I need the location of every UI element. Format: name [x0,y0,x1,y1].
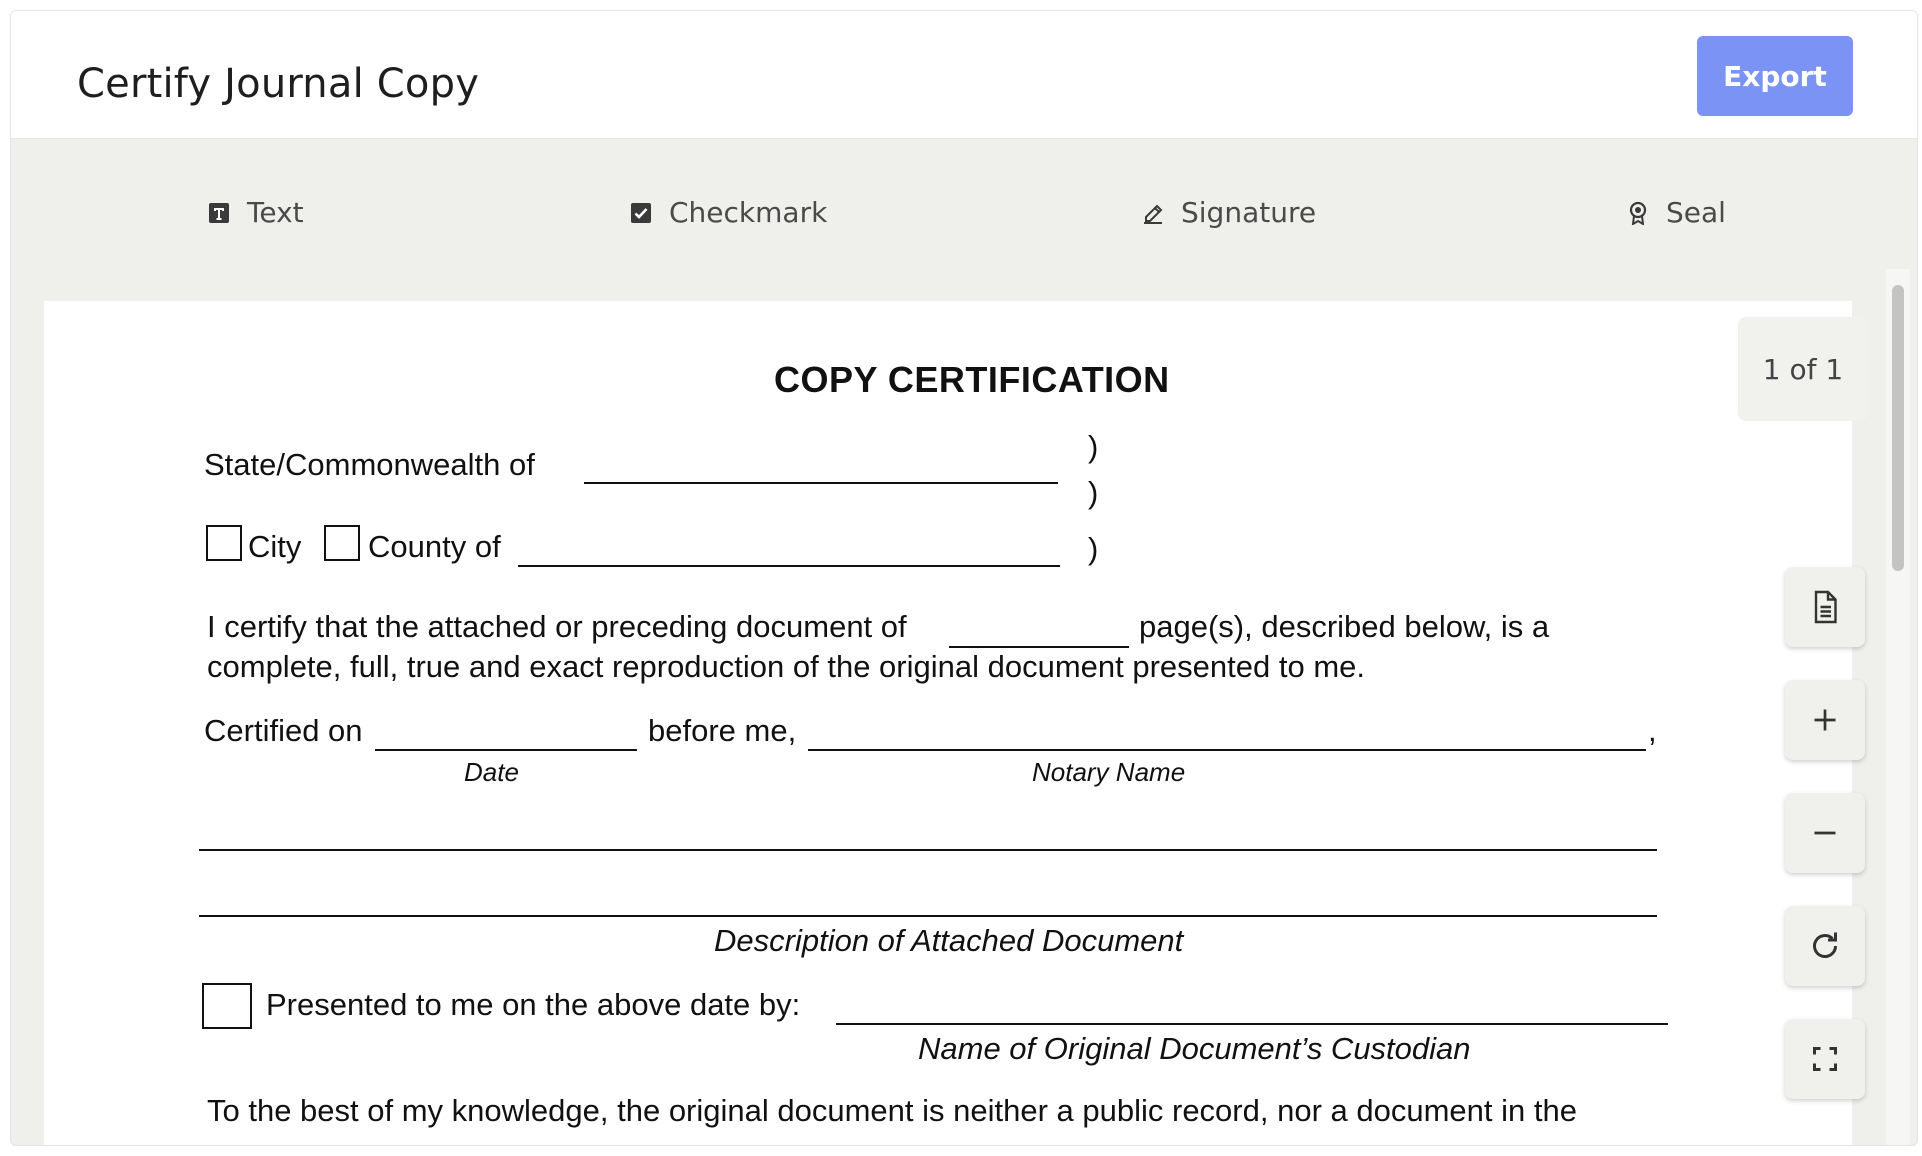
fullscreen-button[interactable] [1785,1019,1865,1099]
scrollbar[interactable] [1886,269,1910,1146]
notary-name-caption: Notary Name [1032,757,1186,787]
tool-checkmark-label: Checkmark [669,196,828,229]
tool-text-label: Text [247,196,304,229]
rotate-icon [1807,928,1843,964]
paren-2: ) [1088,475,1099,510]
tool-seal[interactable] [1626,196,1726,229]
certified-on-label: Certified on [204,713,363,748]
city-checkbox[interactable] [206,525,242,561]
notary-name-line[interactable] [808,749,1646,751]
description-line-1[interactable] [199,849,1657,851]
zoom-out-icon [1807,815,1843,851]
field-toolbar [11,140,1917,290]
tool-checkmark[interactable] [629,196,827,229]
document-viewer[interactable] [44,301,1852,1146]
zoom-in-icon [1807,702,1843,738]
app-window [10,10,1918,1146]
zoom-in-button[interactable] [1785,680,1865,760]
date-caption: Date [464,757,519,787]
page-title: Certify Journal Copy [77,61,480,107]
document-page [44,301,1852,1146]
custodian-line[interactable] [836,1023,1668,1025]
checkbox-icon [629,201,653,225]
knowledge-text: To the best of my knowledge, the original document is neither a public record, nor a document in the [207,1093,1577,1128]
before-me-label: before me, [648,713,797,748]
tool-signature-label: Signature [1181,196,1317,229]
city-label: City [248,529,302,564]
tool-seal-label: Seal [1666,196,1726,229]
paren-3: ) [1088,531,1099,566]
document-icon [1807,589,1843,625]
pen-icon [1141,201,1165,225]
date-line[interactable] [375,749,637,751]
county-checkbox[interactable] [324,525,360,561]
page-count-line[interactable] [949,646,1129,648]
seal-icon [1626,201,1650,225]
export-button[interactable]: Export [1697,36,1853,116]
presented-checkbox[interactable] [202,983,252,1029]
county-line[interactable] [518,565,1060,567]
certify-text-b: page(s), described below, is a [1139,609,1550,644]
county-label: County of [368,529,501,564]
header [11,11,1917,139]
state-label: State/Commonwealth of [204,447,535,482]
custodian-caption: Name of Original Document’s Custodian [918,1031,1471,1066]
tool-signature[interactable] [1141,196,1316,229]
document-button[interactable] [1785,567,1865,647]
certify-text-2: complete, full, true and exact reproduction of the original document presented to me. [207,649,1366,684]
page-indicator: 1 of 1 [1738,317,1868,421]
scroll-thumb[interactable] [1892,285,1904,571]
rotate-button[interactable] [1785,906,1865,986]
zoom-out-button[interactable] [1785,793,1865,873]
description-line-2[interactable] [199,915,1657,917]
fullscreen-icon [1807,1041,1843,1077]
document-title: COPY CERTIFICATION [774,359,1170,400]
text-icon [207,201,231,225]
presented-label: Presented to me on the above date by: [266,987,801,1022]
paren-1: ) [1088,429,1099,464]
comma: , [1648,713,1657,748]
tool-text[interactable] [207,196,304,229]
description-caption: Description of Attached Document [714,923,1184,958]
certify-text-a: I certify that the attached or preceding document of [207,609,907,644]
state-line[interactable] [584,482,1058,484]
